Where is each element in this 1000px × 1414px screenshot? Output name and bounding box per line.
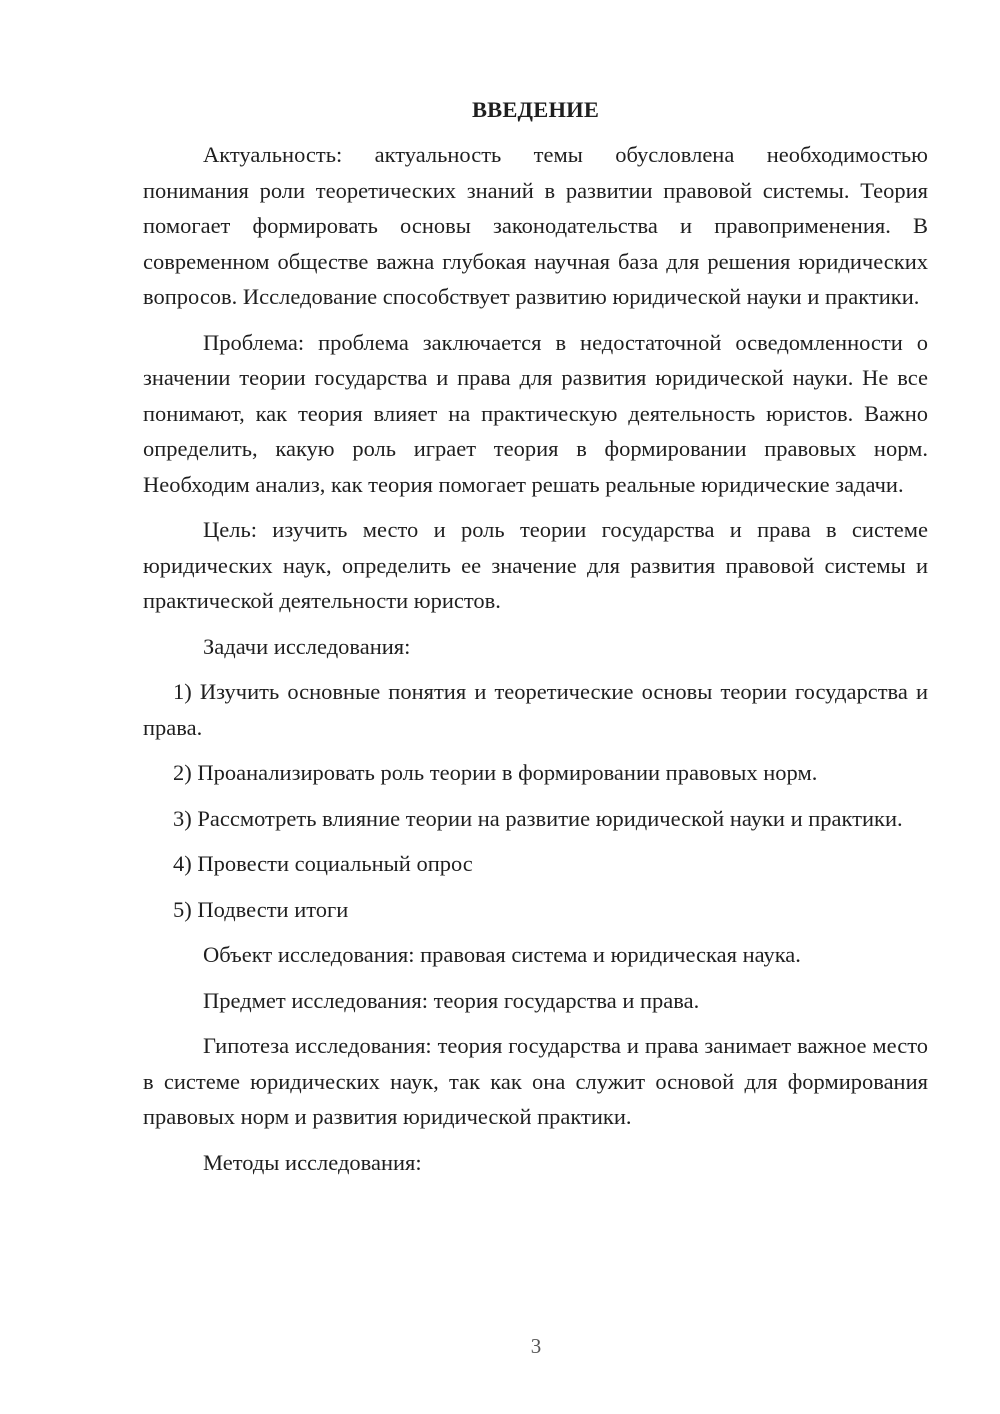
subject-paragraph: Предмет исследования: теория государства и права.: [203, 987, 700, 1013]
task-item-1: 1) Изучить основные понятия и теоретические основы теории государства и права.: [143, 679, 928, 740]
goal-paragraph: Цель: изучить место и роль теории государства и права в системе юридических наук, определить ее значение для развития правовой системы и практической деятельности юристов.: [143, 517, 928, 613]
methods-heading: Методы исследования:: [203, 1149, 422, 1175]
relevance-paragraph: Актуальность: актуальность темы обусловлена необходимостью понимания роли теоретических знаний в развитии правовой системы. Теория помогает формировать основы законодательства и правоприменения. В современном обществе важна глубокая научная база для решения юридических вопросов. Исследование способствует развитию юридической науки и практики.: [143, 142, 928, 309]
task-item-3: 3) Рассмотреть влияние теории на развитие юридической науки и практики.: [173, 805, 903, 831]
problem-paragraph: Проблема: проблема заключается в недостаточной осведомленности о значении теории государства и права для развития юридической науки. Не все понимают, как теория влияет на практическую деятельность юристов. Важно определить, какую роль играет теория в формировании правовых норм. Необходим анализ, как теория помогает решать реальные юридические задачи.: [143, 329, 928, 497]
page-content: [143, 96, 928, 1180]
task-item-4: 4) Провести социальный опрос: [173, 851, 473, 876]
task-item-2: 2) Проанализировать роль теории в формировании правовых норм.: [173, 760, 818, 785]
object-paragraph: Объект исследования: правовая система и юридическая наука.: [203, 942, 801, 967]
hypothesis-paragraph: Гипотеза исследования: теория государства и права занимает важное место в системе юридических наук, так как она служит основой для формирования правовых норм и развития юридической практики.: [143, 1033, 928, 1129]
section-title: ВВЕДЕНИЕ: [471, 97, 600, 122]
page-number: 3: [530, 1334, 542, 1358]
task-item-5: 5) Подвести итоги: [173, 896, 349, 922]
tasks-heading: Задачи исследования:: [203, 633, 411, 659]
